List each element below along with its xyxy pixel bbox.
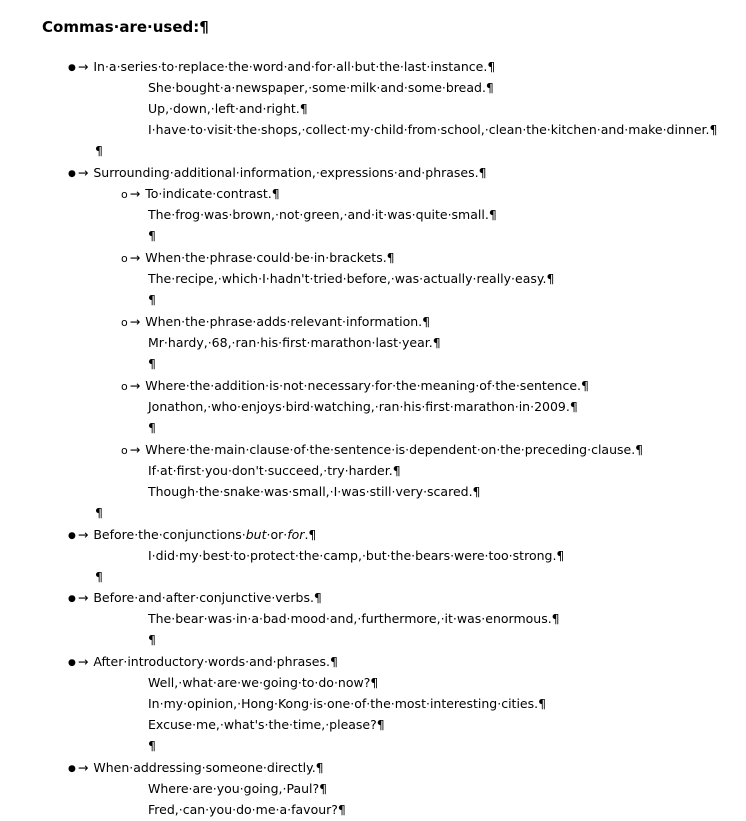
bullet-text: Before·and·after·conjunctive·verbs.¶ — [93, 590, 322, 605]
page-title: Commas·are·used:¶ — [42, 18, 209, 36]
empty-paragraph-mark: ¶ — [148, 228, 156, 243]
example-line: Fred,·can·you·do·me·a·favour?¶ — [148, 802, 346, 817]
bullet-text: After·introductory·words·and·phrases.¶ — [93, 654, 338, 669]
sub-bullet-text: Where·the·main·clause·of·the·sentence·is·dependent·on·the·preceding·clause.¶ — [145, 442, 644, 457]
tab-arrow-icon: → — [77, 590, 89, 605]
empty-paragraph-mark: ¶ — [148, 632, 156, 647]
tab-arrow-icon: → — [77, 527, 89, 542]
sub-bullet-icon: o — [121, 188, 128, 201]
bullet-icon: ● — [68, 63, 76, 73]
example-line: Up,·down,·left·and·right.¶ — [148, 101, 308, 116]
sub-bullet-text: Where·the·addition·is·not·necessary·for·the·meaning·of·the·sentence.¶ — [145, 378, 589, 393]
bullet-item-addressing — [68, 758, 324, 778]
conjunction-for: for — [287, 527, 305, 542]
tab-arrow-icon: → — [77, 59, 89, 74]
empty-paragraph-mark: ¶ — [148, 738, 156, 753]
tab-arrow-icon: → — [129, 378, 141, 393]
example-line: She·bought·a·newspaper,·some·milk·and·some·bread.¶ — [148, 80, 494, 95]
sub-bullet-text: When·the·phrase·could·be·in·brackets.¶ — [145, 250, 395, 265]
example-line: Well,·what·are·we·going·to·do·now?¶ — [148, 675, 379, 690]
bullet-item-surrounding — [68, 163, 487, 183]
conjunction-but: but — [245, 527, 267, 542]
example-line: Where·are·you·going,·Paul?¶ — [148, 781, 328, 796]
bullet-icon: ● — [68, 531, 76, 541]
sub-bullet-contrast — [121, 184, 280, 204]
bullet-text-post: .¶ — [304, 527, 317, 542]
bullet-item-series — [68, 57, 495, 77]
bullet-item-conjunctive-verbs — [68, 588, 322, 608]
bullet-item-conjunctions — [68, 525, 316, 545]
bullet-icon: ● — [68, 764, 76, 774]
bullet-item-introductory — [68, 652, 338, 672]
sub-bullet-text: When·the·phrase·adds·relevant·information.¶ — [145, 314, 431, 329]
bullet-text: In·a·series·to·replace·the·word·and·for·all·but·the·last·instance.¶ — [93, 59, 496, 74]
example-line: Excuse·me,·what's·the·time,·please?¶ — [148, 717, 385, 732]
example-line: I·have·to·visit·the·shops,·collect·my·child·from·school,·clean·the·kitchen·and·make·dinner.¶ — [148, 122, 718, 137]
example-line: The·frog·was·brown,·not·green,·and·it·was·quite·small.¶ — [148, 207, 497, 222]
sub-bullet-icon: o — [121, 444, 128, 457]
sub-bullet-brackets — [121, 248, 395, 268]
sub-bullet-icon: o — [121, 380, 128, 393]
bullet-icon: ● — [68, 658, 76, 668]
bullet-text: Surrounding·additional·information,·expressions·and·phrases.¶ — [93, 165, 487, 180]
sub-bullet-icon: o — [121, 316, 128, 329]
example-line: Mr·hardy,·68,·ran·his·first·marathon·last·year.¶ — [148, 335, 441, 350]
tab-arrow-icon: → — [77, 165, 89, 180]
empty-paragraph-mark: ¶ — [148, 420, 156, 435]
sub-bullet-text: To·indicate·contrast.¶ — [145, 186, 280, 201]
example-line: The·bear·was·in·a·bad·mood·and,·furthermore,·it·was·enormous.¶ — [148, 611, 560, 626]
empty-paragraph-mark: ¶ — [148, 292, 156, 307]
empty-paragraph-mark: ¶ — [148, 356, 156, 371]
bullet-text-or: ·or· — [266, 527, 288, 542]
example-line: Though·the·snake·was·small,·I·was·still·very·scared.¶ — [148, 484, 481, 499]
example-line: If·at·first·you·don't·succeed,·try·harder.¶ — [148, 463, 401, 478]
tab-arrow-icon: → — [129, 442, 141, 457]
example-line: Jonathon,·who·enjoys·bird·watching,·ran·his·first·marathon·in·2009.¶ — [148, 399, 578, 414]
bullet-icon: ● — [68, 594, 76, 604]
empty-paragraph-mark: ¶ — [95, 143, 103, 158]
sub-bullet-dependent — [121, 440, 643, 460]
example-line: In·my·opinion,·Hong·Kong·is·one·of·the·most·interesting·cities.¶ — [148, 696, 547, 711]
sub-bullet-not-necessary — [121, 376, 589, 396]
empty-paragraph-mark: ¶ — [95, 505, 103, 520]
bullet-text: When·addressing·someone·directly.¶ — [93, 760, 324, 775]
sub-bullet-icon: o — [121, 252, 128, 265]
tab-arrow-icon: → — [129, 250, 141, 265]
tab-arrow-icon: → — [129, 314, 141, 329]
bullet-icon: ● — [68, 169, 76, 179]
empty-paragraph-mark: ¶ — [95, 569, 103, 584]
tab-arrow-icon: → — [77, 760, 89, 775]
tab-arrow-icon: → — [77, 654, 89, 669]
tab-arrow-icon: → — [129, 186, 141, 201]
example-line: I·did·my·best·to·protect·the·camp,·but·the·bears·were·too·strong.¶ — [148, 548, 565, 563]
example-line: The·recipe,·which·I·hadn't·tried·before,·was·actually·really·easy.¶ — [148, 271, 555, 286]
sub-bullet-relevant — [121, 312, 430, 332]
bullet-text-pre: Before·the·conjunctions· — [93, 527, 246, 542]
